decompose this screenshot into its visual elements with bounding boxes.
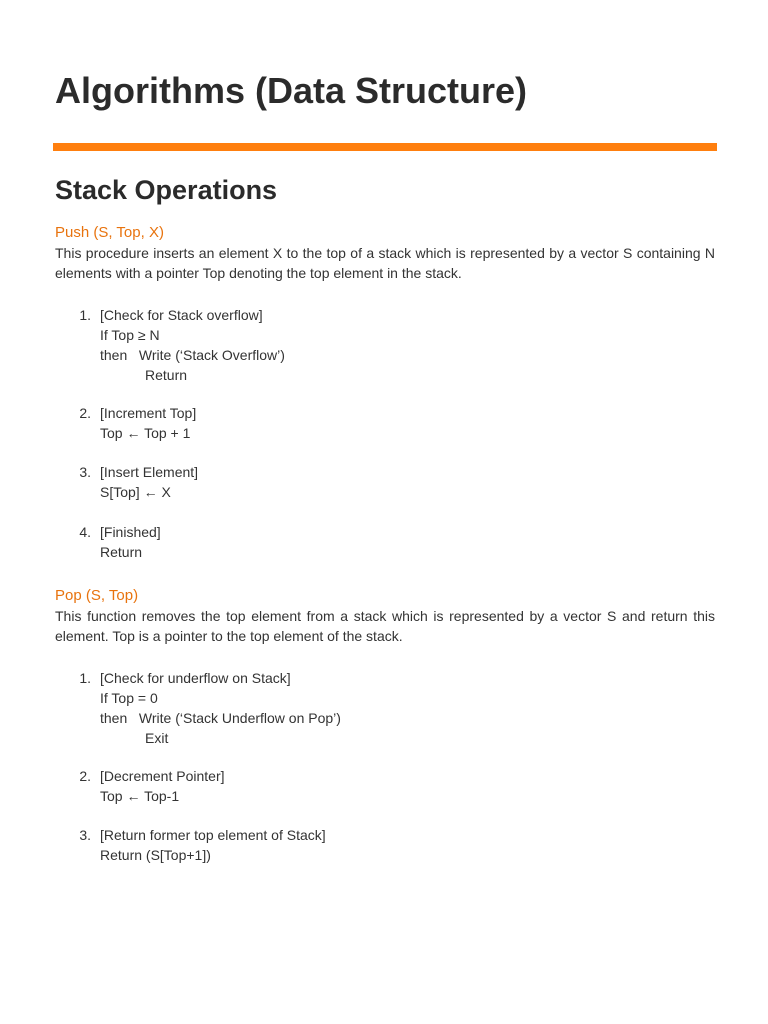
step-line: then Write (‘Stack Underflow on Pop’) bbox=[100, 710, 341, 726]
pop-description: This function removes the top element from a stack which is represented by a vector S and return this element. Top is a pointer to the top element of the stack. bbox=[55, 608, 715, 644]
step-line: Return (S[Top+1]) bbox=[100, 847, 211, 863]
document-title: Algorithms (Data Structure) bbox=[55, 70, 528, 111]
push-heading: Push (S, Top, X) bbox=[55, 224, 164, 241]
step-label: [Insert Element] bbox=[100, 464, 199, 480]
step-line: Top ← Top-1 bbox=[100, 788, 180, 804]
step-number: 2. bbox=[79, 405, 91, 421]
step-label: [Finished] bbox=[100, 524, 161, 540]
step-line: Top ← Top + 1 bbox=[100, 425, 191, 441]
step-line: Exit bbox=[145, 730, 169, 746]
section-title: Stack Operations bbox=[55, 175, 278, 205]
step-label: [Return former top element of Stack] bbox=[100, 827, 326, 843]
title-divider bbox=[53, 143, 717, 151]
step-label: [Decrement Pointer] bbox=[100, 768, 225, 784]
step-number: 4. bbox=[79, 524, 91, 540]
step-line: Return bbox=[100, 544, 143, 560]
step-number: 2. bbox=[79, 768, 91, 784]
step-line: If Top ≥ N bbox=[100, 327, 160, 343]
step-label: [Check for underflow on Stack] bbox=[100, 670, 291, 686]
pop-heading: Pop (S, Top) bbox=[55, 587, 139, 604]
push-description: This procedure inserts an element X to the top of a stack which is represented by a vector S containing N elements with a pointer Top denoting the top element in the stack. bbox=[55, 245, 715, 281]
step-line: Return bbox=[145, 367, 188, 383]
step-line: If Top = 0 bbox=[100, 690, 158, 706]
step-label: [Check for Stack overflow] bbox=[100, 307, 263, 323]
step-number: 1. bbox=[79, 307, 91, 323]
step-line: S[Top] ← X bbox=[100, 484, 171, 500]
step-number: 3. bbox=[79, 827, 91, 843]
step-line: then Write (‘Stack Overflow’) bbox=[100, 347, 285, 363]
step-number: 1. bbox=[79, 670, 91, 686]
step-label: [Increment Top] bbox=[100, 405, 197, 421]
step-number: 3. bbox=[79, 464, 91, 480]
